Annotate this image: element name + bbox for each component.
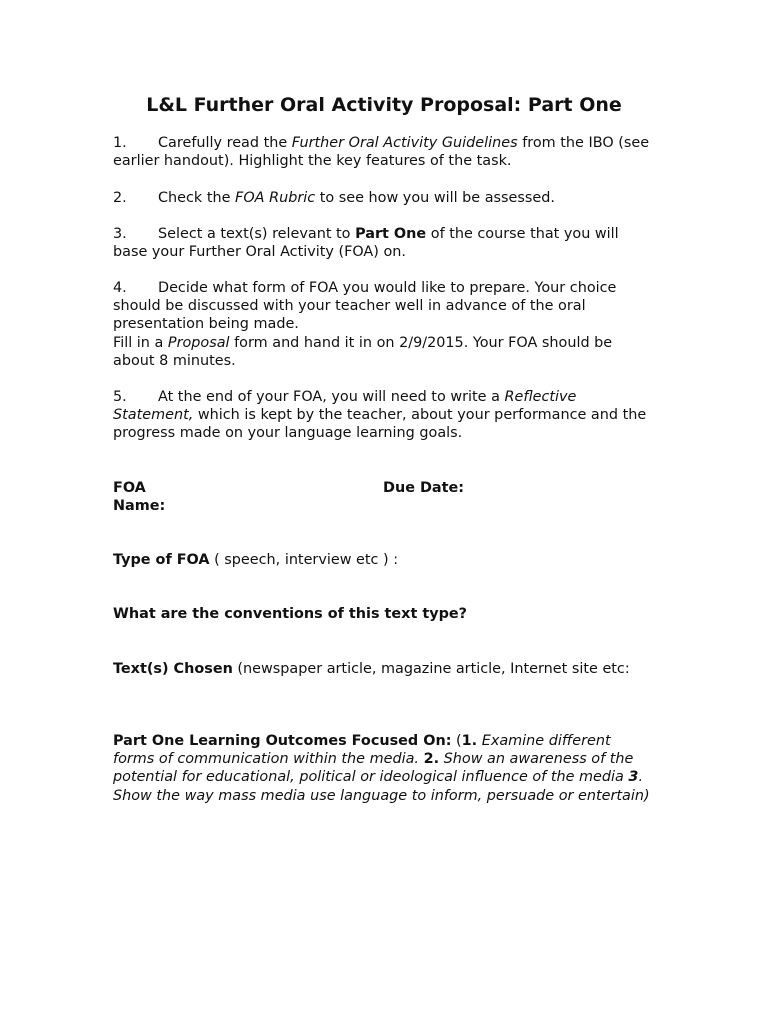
step-number: 4. bbox=[113, 280, 127, 296]
reflective-statement-reference: Reflective Statement, bbox=[113, 389, 577, 424]
step-text: Carefully read the bbox=[158, 135, 292, 151]
step-text: from the IBO (see earlier handout). Highlight the key features of the task. bbox=[113, 135, 650, 170]
instruction-step-5 bbox=[113, 388, 653, 443]
outcome-text: Examine different forms of communication within the media. bbox=[113, 733, 611, 768]
conventions-prompt: What are the conventions of this text type? bbox=[113, 606, 468, 622]
type-of-foa-prompt bbox=[113, 551, 673, 569]
step-number: 5. bbox=[113, 389, 127, 405]
step-text: of the course that you will base your Further Oral Activity (FOA) on. bbox=[113, 226, 619, 261]
learning-outcomes-label: Part One Learning Outcomes Focused On: bbox=[113, 733, 452, 749]
outcomes-open-paren: ( bbox=[451, 733, 462, 749]
outcome-number: 2. bbox=[423, 751, 440, 768]
part-one-emphasis: Part One bbox=[355, 226, 427, 242]
step-text: to see how you will be assessed. bbox=[315, 190, 555, 206]
texts-chosen-label: Text(s) Chosen bbox=[113, 661, 233, 677]
instruction-step-3 bbox=[113, 225, 653, 261]
step-number: 2. bbox=[113, 190, 127, 206]
texts-chosen-hint: (newspaper article, magazine article, Internet site etc: bbox=[232, 661, 630, 677]
instruction-step-2 bbox=[113, 189, 653, 207]
outcome-text: Show an awareness of the potential for educational, political or ideological influence of the media bbox=[113, 751, 634, 786]
outcome-number: 3 bbox=[628, 769, 639, 786]
step-number: 3. bbox=[113, 226, 127, 242]
rubric-reference: FOA Rubric bbox=[235, 190, 316, 206]
foa-name-label: FOA Name: bbox=[113, 480, 166, 515]
step-text: Decide what form of FOA you would like to prepare. Your choice should be discussed with your teacher well in advance of the oral presentation being made. bbox=[113, 280, 617, 333]
step-text: Fill in a bbox=[113, 334, 168, 351]
step-text: form and hand it in on 2/9/2015. Your FOA should be about 8 minutes. bbox=[113, 334, 613, 369]
type-of-foa-hint: ( speech, interview etc ) : bbox=[209, 552, 399, 568]
outcome-text: . Show the way mass media use language to inform, persuade or entertain) bbox=[113, 769, 650, 804]
learning-outcomes bbox=[113, 732, 653, 805]
step-text: At the end of your FOA, you will need to write a bbox=[158, 389, 505, 405]
page-title: L&L Further Oral Activity Proposal: Part One bbox=[146, 94, 622, 116]
type-of-foa-label: Type of FOA bbox=[113, 552, 210, 568]
step-text: Check the bbox=[158, 190, 236, 206]
instruction-step-1 bbox=[113, 134, 653, 170]
step-text: which is kept by the teacher, about your performance and the progress made on your language learning goals. bbox=[113, 407, 647, 442]
due-date-label: Due Date: bbox=[383, 480, 465, 496]
step-number: 1. bbox=[113, 135, 127, 151]
outcome-number: 1. bbox=[461, 733, 478, 749]
step-text: Select a text(s) relevant to bbox=[158, 226, 356, 242]
texts-chosen-prompt bbox=[113, 660, 673, 678]
proposal-reference: Proposal bbox=[167, 334, 230, 351]
instruction-step-4 bbox=[113, 279, 653, 370]
guidelines-reference: Further Oral Activity Guidelines bbox=[291, 135, 518, 151]
